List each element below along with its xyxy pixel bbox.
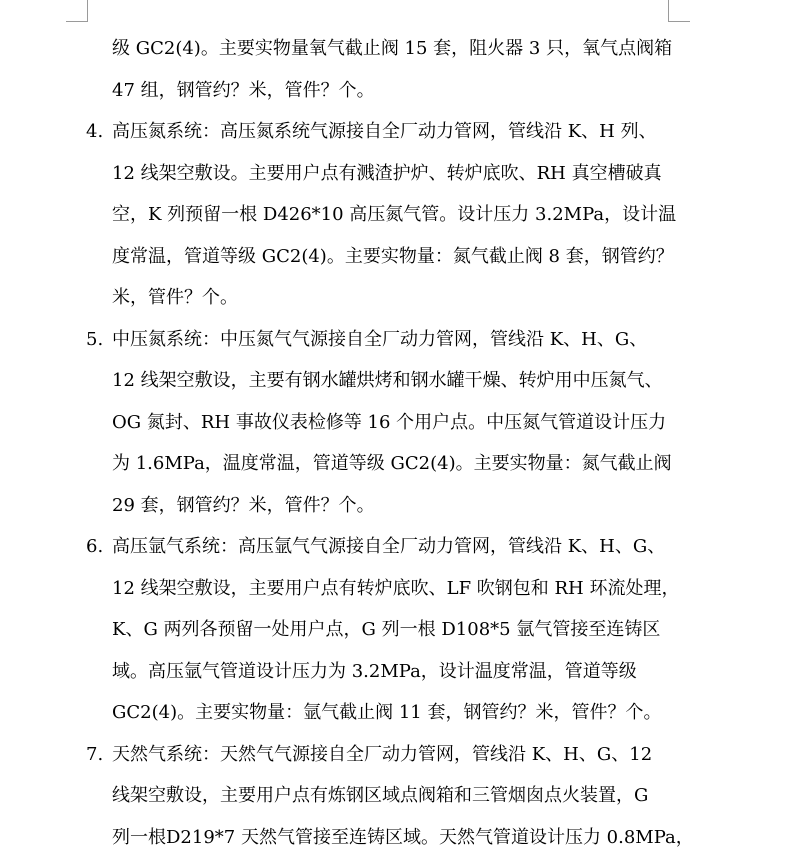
paragraph-line: 度常温，管道等级 GC2(4)。主要实物量：氮气截止阀 8 套，钢管约？ <box>112 245 674 267</box>
paragraph-line: 米，管件？个。 <box>112 287 238 308</box>
paragraph-line: 空，K 列预留一根 D426*10 高压氮气管。设计压力 3.2MPa，设计温 <box>112 204 677 225</box>
paragraph-line: 为 1.6MPa，温度常温，管道等级 GC2(4)。主要实物量：氮气截止阀 <box>112 453 672 474</box>
paragraph-line: 列一根D219*7 天然气管接至连铸区域。天然气管道设计压力 0.8MPa， <box>112 826 694 848</box>
paragraph-line: 高压氩气系统：高压氩气气源接自全厂动力管网，管线沿 K、H、G、 <box>112 536 666 557</box>
paragraph-line: 域。高压氩气管道设计压力为 3.2MPa，设计温度常温，管道等级 <box>112 660 637 682</box>
paragraph-line: K、G 两列各预留一处用户点，G 列一根 D108*5 氩气管接至连铸区 <box>112 619 661 640</box>
paragraph-line: OG 氮封、RH 事故仪表检修等 16 个用户点。中压氮气管道设计压力 <box>112 411 667 433</box>
paragraph-line: 线架空敷设，主要用户点有炼钢区域点阀箱和三管烟囱点火装置，G <box>112 785 649 806</box>
paragraph-line: GC2(4)。主要实物量：氩气截止阀 11 套，钢管约？米，管件？个。 <box>112 702 662 723</box>
list-number: 6. <box>86 536 104 557</box>
paragraph-line: 47 组，钢管约？米，管件？个。 <box>112 79 375 101</box>
paragraph-line: 12 线架空敷设。主要用户点有溅渣护炉、转炉底吹、RH 真空槽破真 <box>112 162 662 184</box>
list-number: 4. <box>86 121 104 142</box>
paragraph-line: 天然气系统：天然气气源接自全厂动力管网，管线沿 K、H、G、12 <box>112 743 653 765</box>
list-number: 5. <box>86 328 104 350</box>
page-corner-mark-left <box>66 0 88 22</box>
paragraph-line: 级 GC2(4)。主要实物量氧气截止阀 15 套，阻火器 3 只，氧气点阀箱 <box>112 38 673 59</box>
paragraph-line: 12 线架空敷设，主要用户点有转炉底吹、LF 吹钢包和 RH 环流处理， <box>112 577 680 599</box>
paragraph-line: 12 线架空敷设，主要有钢水罐烘烤和钢水罐干燥、转炉用中压氮气、 <box>112 370 663 391</box>
page-corner-mark-right <box>668 0 690 22</box>
paragraph-line: 高压氮系统：高压氮系统气源接自全厂动力管网，管线沿 K、H 列、 <box>112 121 657 142</box>
paragraph-line: 中压氮系统：中压氮气气源接自全厂动力管网，管线沿 K、H、G、 <box>112 328 648 350</box>
paragraph-line: 29 套，钢管约？米，管件？个。 <box>112 494 375 516</box>
list-number: 7. <box>86 743 104 765</box>
